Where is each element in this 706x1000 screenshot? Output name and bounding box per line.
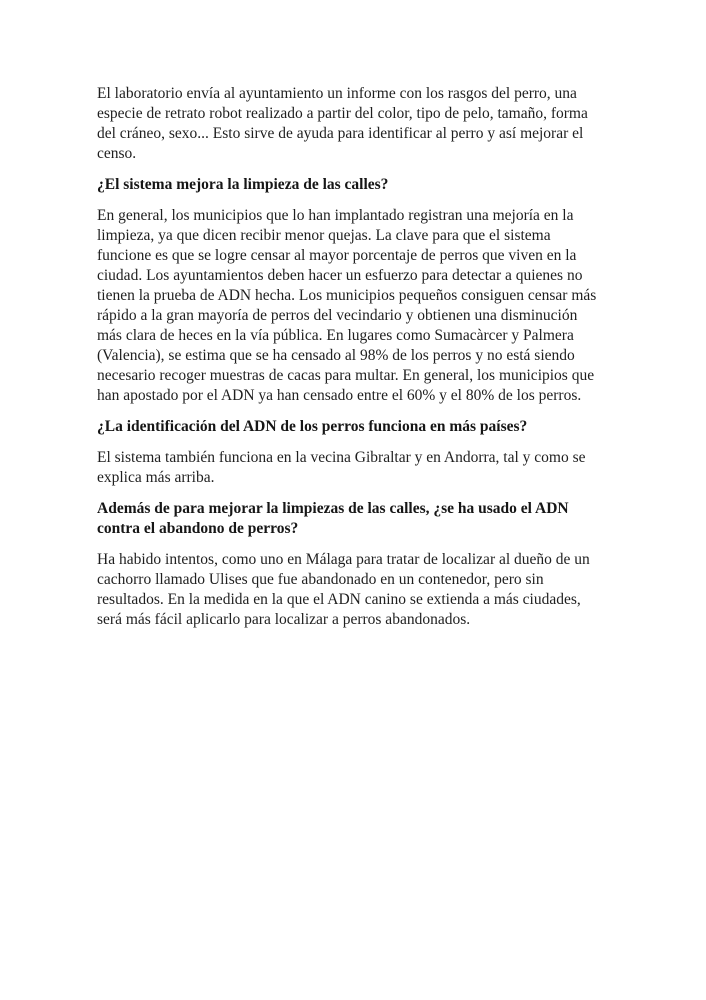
text-line: censo. (97, 145, 137, 162)
paragraph-municipalities (97, 206, 617, 406)
paragraph-lab-report (97, 84, 617, 164)
text-line: limpieza, ya que dicen recibir menor quejas. La clave para que el sistema (97, 227, 551, 244)
text-line: Ha habido intentos, como uno en Málaga para tratar de localizar al dueño de un (97, 551, 590, 568)
text-line: En general, los municipios que lo han implantado registran una mejoría en la (97, 207, 574, 224)
text-line: ciudad. Los ayuntamientos deben hacer un esfuerzo para detectar a quienes no (97, 267, 583, 284)
heading-line: ¿La identificación del ADN de los perros funciona en más países? (97, 418, 528, 435)
text-line: del cráneo, sexo... Esto sirve de ayuda para identificar al perro y así mejorar el (97, 125, 584, 142)
text-line: resultados. En la medida en la que el ADN canino se extienda a más ciudades, (97, 591, 581, 608)
document-content (97, 84, 617, 641)
text-line: explica más arriba. (97, 469, 215, 486)
text-line: El laboratorio envía al ayuntamiento un informe con los rasgos del perro, una (97, 85, 577, 102)
paragraph-gibraltar-andorra (97, 448, 617, 488)
text-line: necesario recoger muestras de cacas para multar. En general, los municipios que (97, 367, 595, 384)
heading-abandonment (97, 499, 617, 539)
text-line: El sistema también funciona en la vecina Gibraltar y en Andorra, tal y como se (97, 449, 586, 466)
paragraph-malaga-case (97, 550, 617, 630)
heading-line: Además de para mejorar la limpiezas de las calles, ¿se ha usado el ADN (97, 500, 569, 517)
text-line: cachorro llamado Ulises que fue abandonado en un contenedor, pero sin (97, 571, 544, 588)
text-line: tienen la prueba de ADN hecha. Los municipios pequeños consiguen censar más (97, 287, 597, 304)
text-line: (Valencia), se estima que se ha censado al 98% de los perros y no está siendo (97, 347, 575, 364)
heading-line: ¿El sistema mejora la limpieza de las calles? (97, 176, 389, 193)
text-line: más clara de heces en la vía pública. En lugares como Sumacàrcer y Palmera (97, 327, 574, 344)
text-line: rápido a la gran mayoría de perros del vecindario y obtienen una disminución (97, 307, 578, 324)
heading-line: contra el abandono de perros? (97, 520, 299, 537)
text-line: será más fácil aplicarlo para localizar a perros abandonados. (97, 611, 471, 628)
heading-other-countries (97, 417, 617, 437)
text-line: funcione es que se logre censar al mayor porcentaje de perros que viven en la (97, 247, 577, 264)
text-line: han apostado por el ADN ya han censado entre el 60% y el 80% de los perros. (97, 387, 582, 404)
heading-street-cleaning (97, 175, 617, 195)
text-line: especie de retrato robot realizado a partir del color, tipo de pelo, tamaño, forma (97, 105, 588, 122)
